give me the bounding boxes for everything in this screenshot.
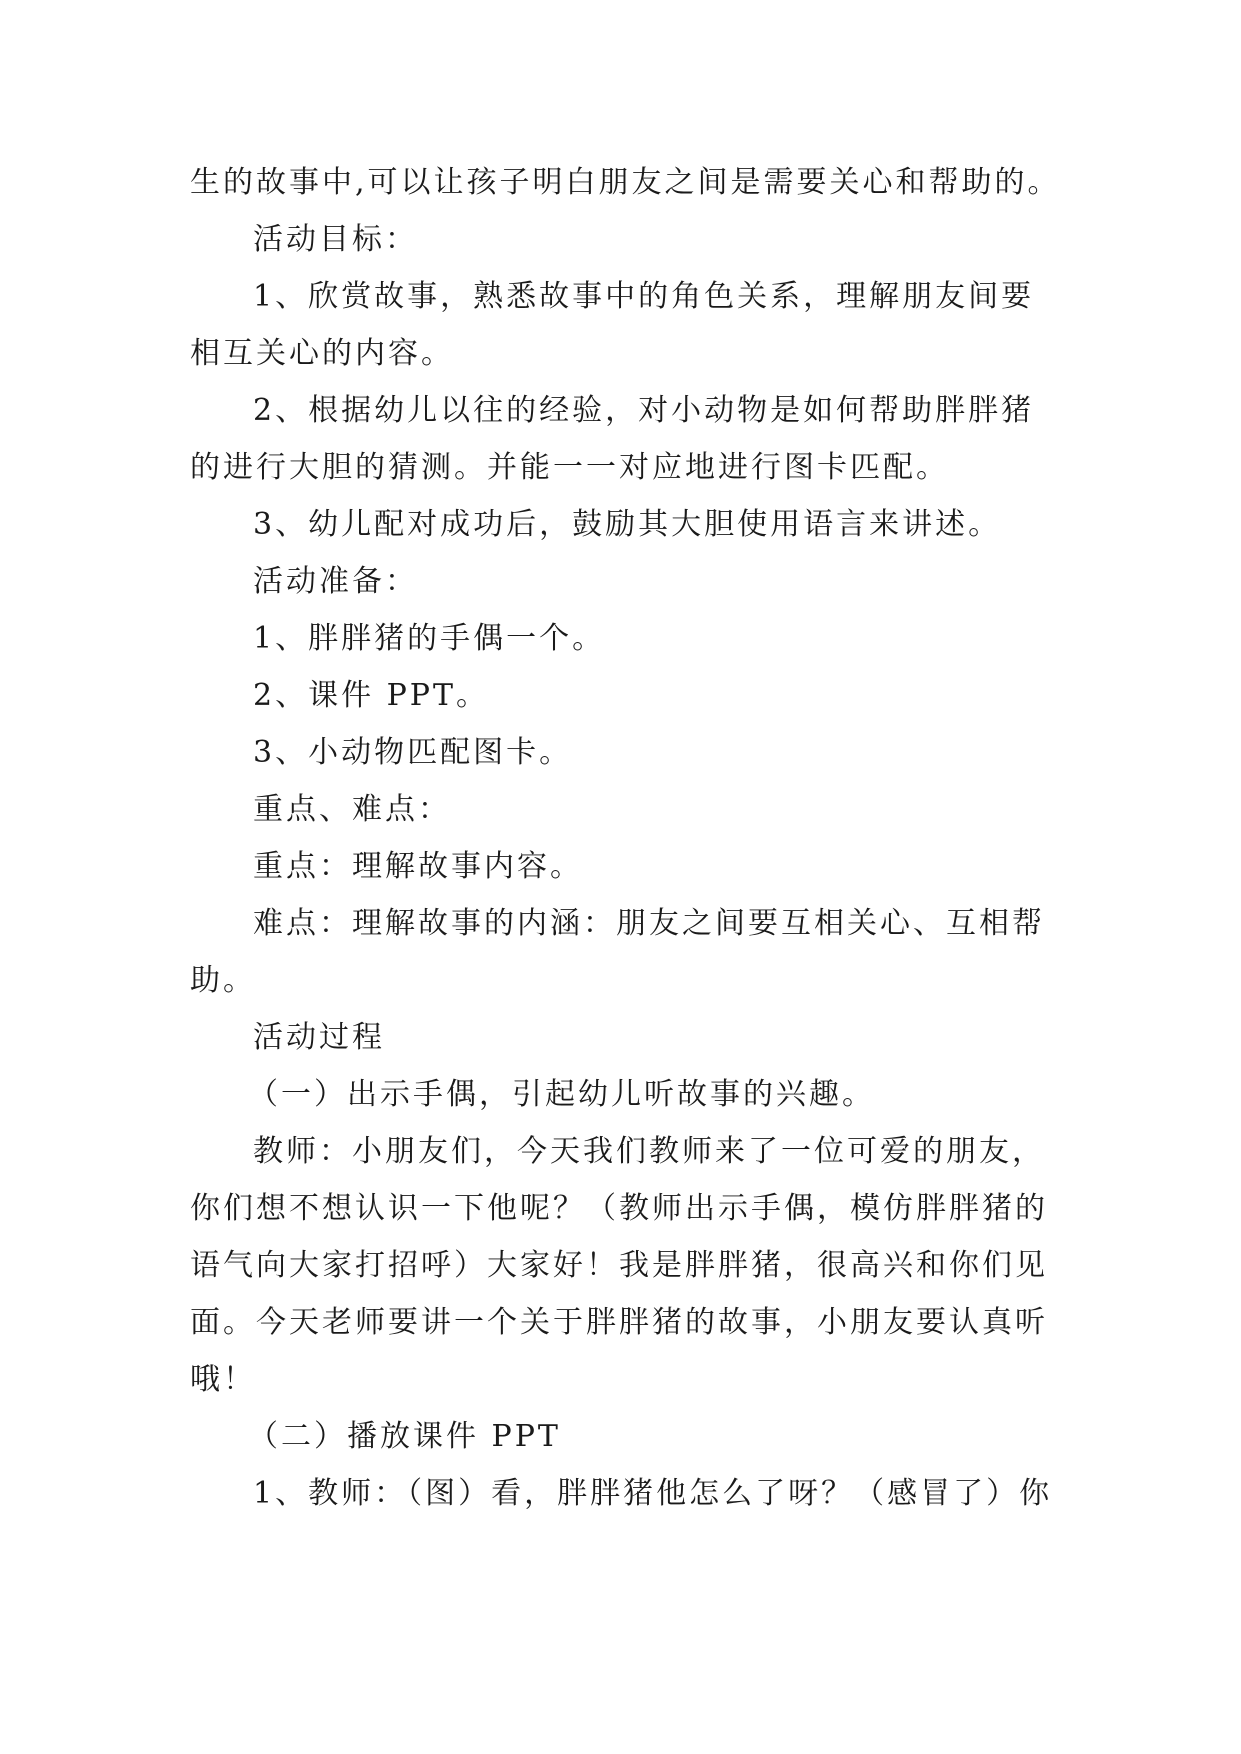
- text-line: （一）出示手偶，引起幼儿听故事的兴趣。: [248, 1077, 875, 1112]
- section-heading: 重点、难点：: [253, 792, 451, 827]
- text-line: 难点：理解故事的内涵：朋友之间要互相关心、互相帮: [253, 906, 1045, 941]
- text-line: 的进行大胆的猜测。并能一一对应地进行图卡匹配。: [190, 450, 949, 485]
- text-line: 哦！: [190, 1362, 256, 1397]
- text-line: 语气向大家打招呼）大家好！我是胖胖猪，很高兴和你们见: [190, 1248, 1048, 1283]
- text-line: 你们想不想认识一下他呢？（教师出示手偶，模仿胖胖猪的: [190, 1191, 1048, 1226]
- text-line: 1、欣赏故事，熟悉故事中的角色关系，理解朋友间要: [253, 279, 1035, 314]
- section-heading: 活动准备：: [253, 564, 418, 599]
- text-line: 相互关心的内容。: [190, 336, 454, 371]
- text-line: 1、教师：（图）看，胖胖猪他怎么了呀？（感冒了）你: [253, 1476, 1053, 1511]
- text-line: 助。: [190, 963, 256, 998]
- section-heading: 活动过程: [253, 1020, 385, 1055]
- text-line: 面。今天老师要讲一个关于胖胖猪的故事，小朋友要认真听: [190, 1305, 1048, 1340]
- section-heading: 活动目标：: [253, 222, 418, 257]
- text-line: 3、幼儿配对成功后，鼓励其大胆使用语言来讲述。: [253, 507, 1002, 542]
- text-line: 3、小动物匹配图卡。: [253, 735, 573, 770]
- text-line: 2、根据幼儿以往的经验，对小动物是如何帮助胖胖猪: [253, 393, 1035, 428]
- text-line: （二）播放课件 PPT: [248, 1419, 561, 1454]
- text-line: 重点：理解故事内容。: [253, 849, 583, 884]
- text-line: 生的故事中,可以让孩子明白朋友之间是需要关心和帮助的。: [190, 165, 1061, 200]
- text-line: 2、课件 PPT。: [253, 678, 490, 713]
- text-line: 1、胖胖猪的手偶一个。: [253, 621, 606, 656]
- text-line: 教师：小朋友们，今天我们教师来了一位可爱的朋友，: [253, 1134, 1045, 1169]
